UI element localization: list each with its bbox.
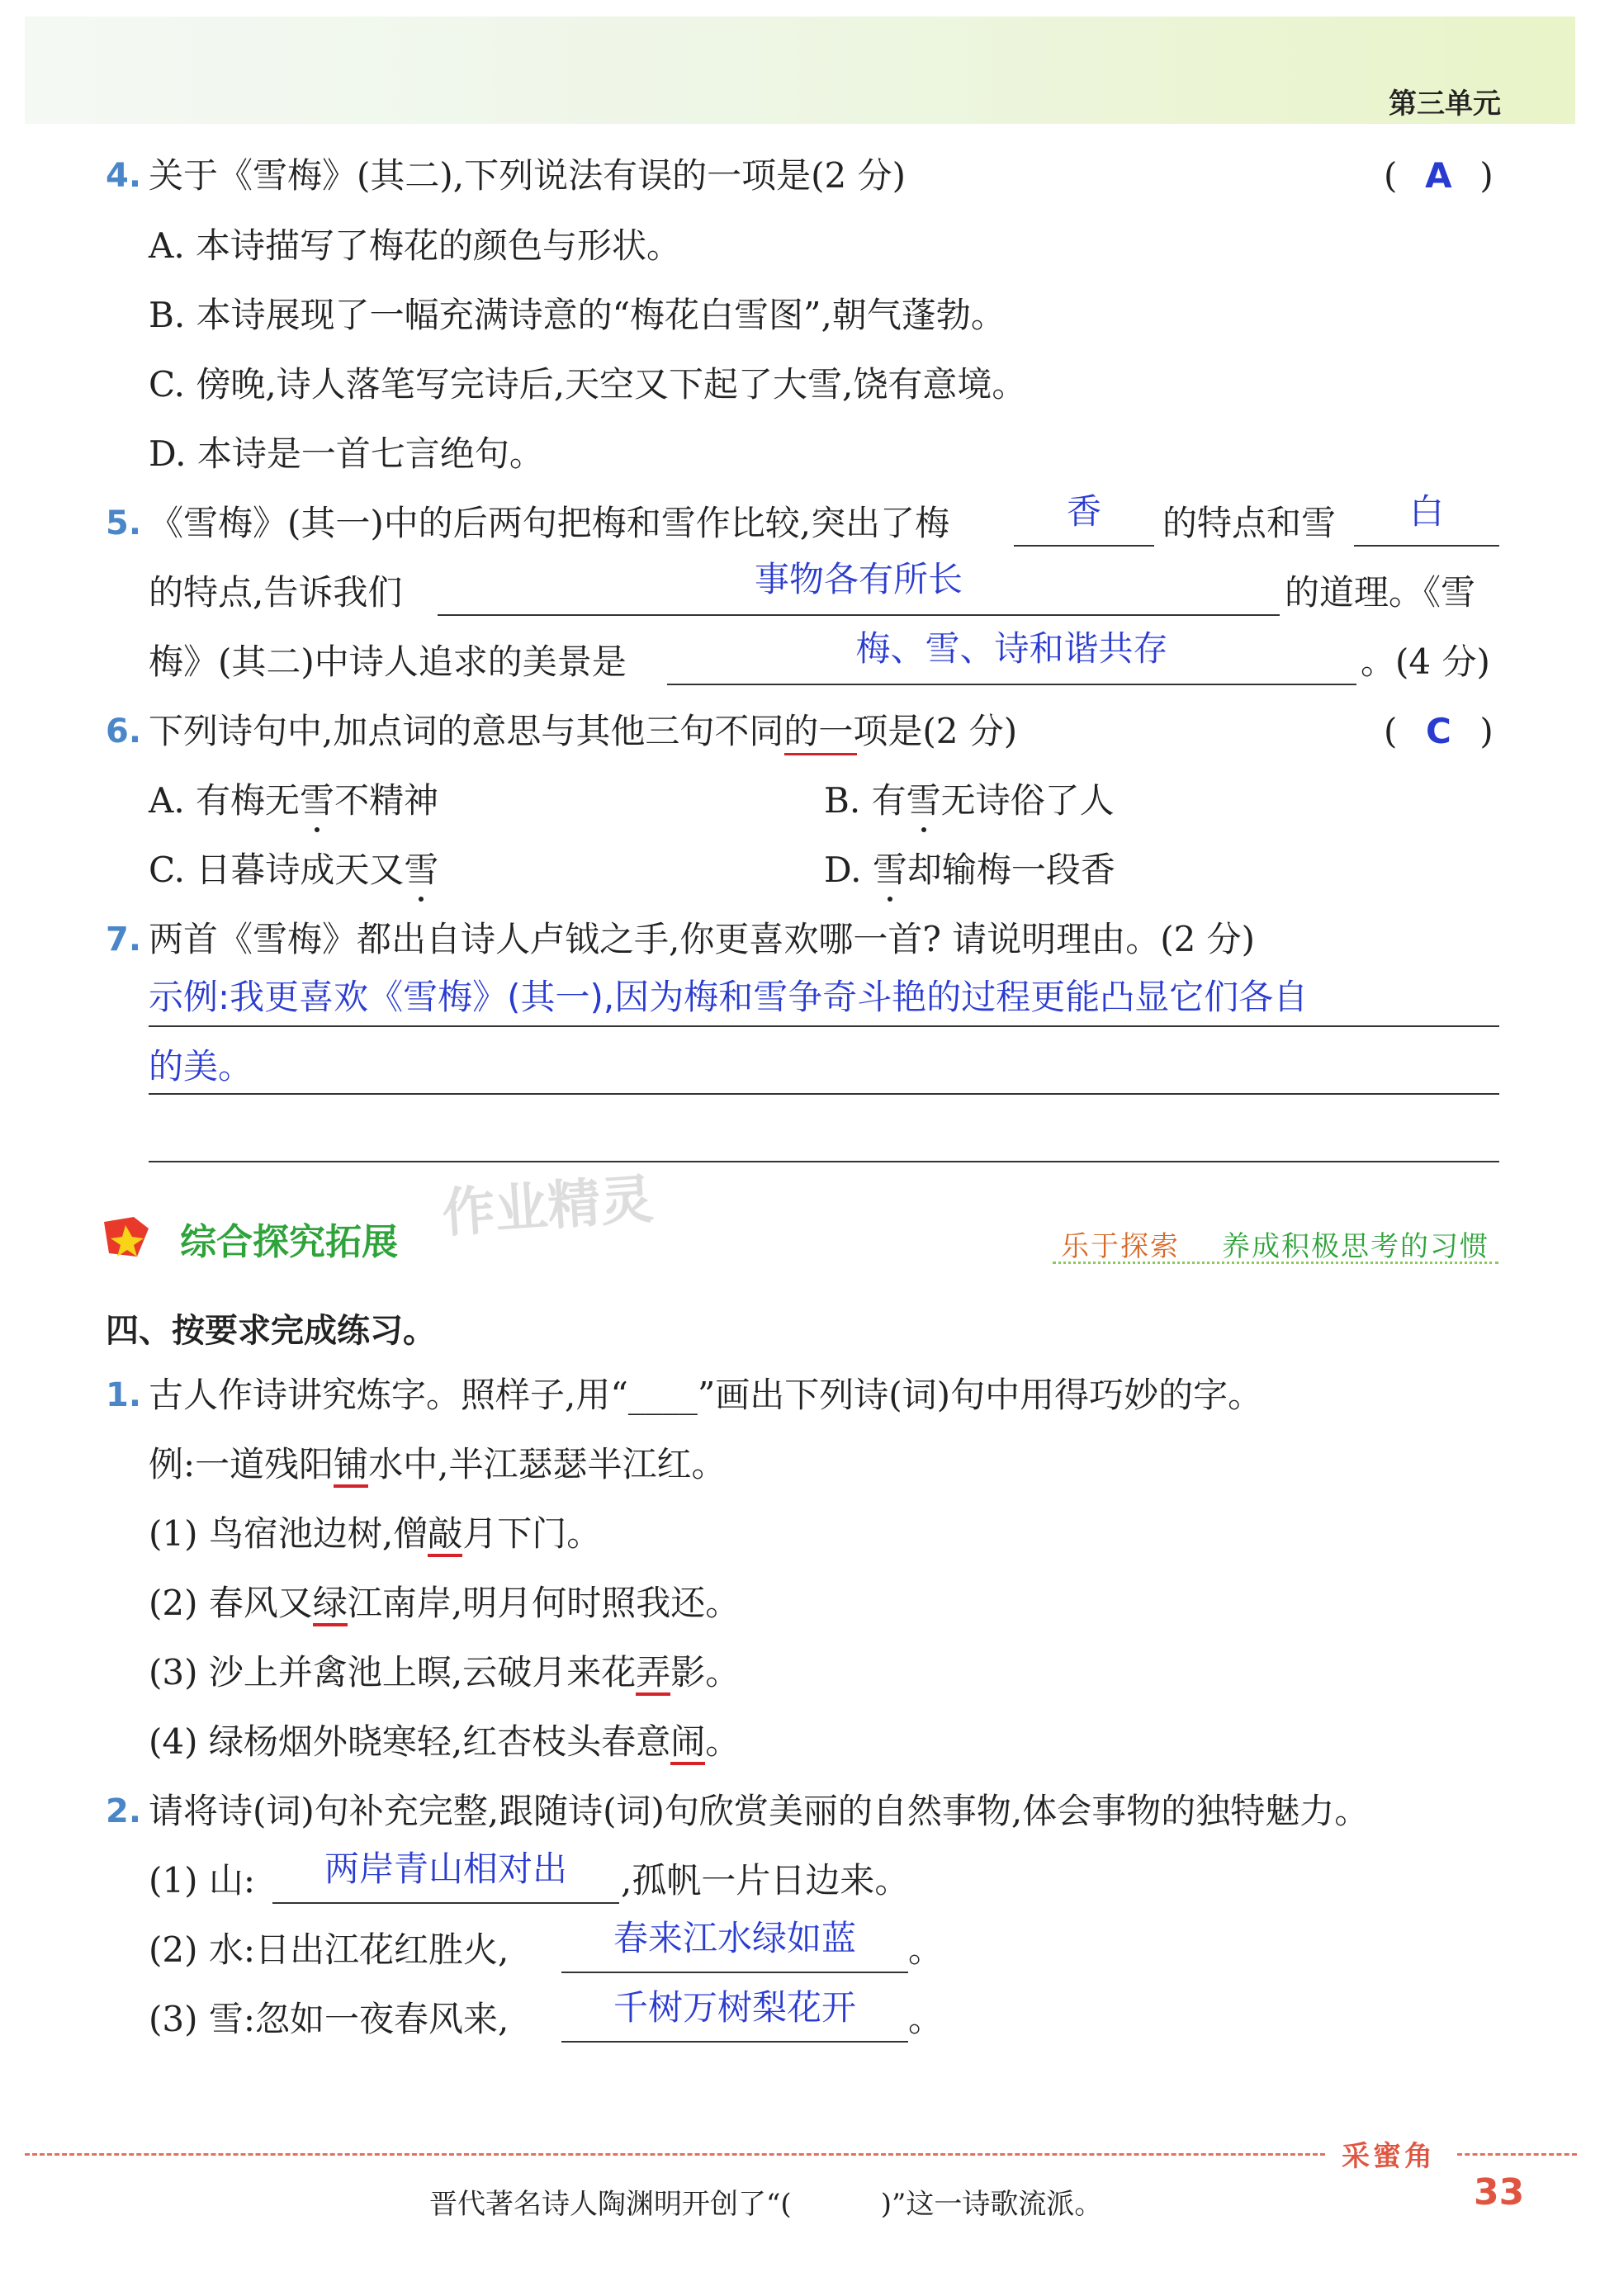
q5-blank1-line: [1014, 545, 1154, 547]
p4-q1-example: 例:一道残阳铺水中,半江瑟瑟半江红。: [149, 1442, 727, 1488]
p4-q1-number: 1.: [106, 1376, 142, 1414]
p4-q1-item-1: (1) 鸟宿池边树,僧敲月下门。: [149, 1511, 601, 1557]
q5-blank3-answer: 事物各有所长: [754, 559, 963, 599]
footer-dash-left: [25, 2153, 1325, 2156]
q5-blank2-line: [1354, 545, 1499, 547]
p4-q2-blank-1: [272, 1902, 619, 1904]
q4-option-a: A. 本诗描写了梅花的颜色与形状。: [149, 225, 682, 266]
p4-q2-text: 请将诗(词)句补充完整,跟随诗(词)句欣赏美丽的自然事物,体会事物的独特魅力。: [149, 1791, 1370, 1831]
p4-q2-answer-3: 千树万树梨花开: [613, 1987, 856, 2028]
section-flag-icon: [101, 1214, 159, 1260]
marked-char: 敲: [428, 1513, 462, 1557]
footer-brand: 采蜜角: [1342, 2140, 1436, 2173]
q6-number: 6.: [106, 712, 142, 750]
p4-q2-answer-2: 春来江水绿如蓝: [613, 1918, 856, 1958]
p4-q1-text: 古人作诗讲究炼字。照样子,用“____”画出下列诗(词)句中用得巧妙的字。: [149, 1375, 1263, 1415]
q6-option-d: D. 雪却输梅一段香: [824, 847, 1115, 893]
q6-text: 下列诗句中,加点词的意思与其他三句不同的一项是(2 分): [149, 711, 1018, 751]
section-motto-2: 养成积极思考的习惯: [1222, 1230, 1489, 1263]
q7-rule-2: [149, 1093, 1499, 1095]
p4-q1-item-4: (4) 绿杨烟外晓寒轻,红杏枝头春意闹。: [149, 1719, 740, 1765]
p4-q1-item-2: (2) 春风又绿江南岸,明月何时照我还。: [149, 1580, 740, 1626]
section-title: 综合探究拓展: [180, 1221, 398, 1263]
q6-option-a: A. 有梅无雪不精神: [149, 778, 438, 824]
p4-q2-item-2-pre: (2) 水:日出江花红胜火,: [149, 1929, 509, 1970]
q7-answer-line1: 示例:我更喜欢《雪梅》(其一),因为梅和雪争奇斗艳的过程更能凸显它们各自: [149, 977, 1309, 1017]
q6-answer: C: [1425, 711, 1451, 751]
q5-line1-b: 的特点和雪: [1162, 503, 1337, 543]
unit-label: 第三单元: [1389, 88, 1501, 121]
q4-answer: A: [1425, 155, 1452, 196]
page-number: 33: [1474, 2171, 1525, 2213]
part4-heading: 四、按要求完成练习。: [106, 1312, 436, 1350]
footer-note: 晋代著名诗人陶渊明开创了“( )”这一诗歌流派。: [429, 2188, 1103, 2221]
q7-number: 7.: [106, 921, 142, 959]
q6-option-c: C. 日暮诗成天又雪: [149, 847, 438, 893]
q5-blank1-answer: 香: [1066, 491, 1101, 532]
marked-char: 闹: [670, 1721, 705, 1765]
q7-rule-1: [149, 1025, 1499, 1027]
section-motto-1: 乐于探索: [1061, 1230, 1180, 1263]
q5-number: 5.: [106, 504, 142, 542]
p4-q2-answer-1: 两岸青山相对出: [324, 1849, 567, 1889]
example-marked-char: 铺: [334, 1444, 368, 1488]
p4-q2-blank-3: [561, 2041, 908, 2043]
q5-blank4-answer: 梅、雪、诗和谐共存: [855, 628, 1168, 669]
p4-q2-item-1-post: ,孤帆一片日边来。: [621, 1860, 910, 1901]
q5-blank2-answer: 白: [1408, 491, 1444, 532]
p4-q2-item-1-pre: (1) 山:: [149, 1860, 255, 1901]
q6-emphasis-underline: [784, 753, 857, 755]
q6-answer-bracket: ( C ): [1384, 708, 1493, 755]
q5-line2-a: 的特点,告诉我们: [149, 572, 403, 613]
p4-q2-item-3-pre: (3) 雪:忽如一夜春风来,: [149, 1999, 509, 2039]
q4-text: 关于《雪梅》(其二),下列说法有误的一项是(2 分): [149, 155, 906, 196]
q5-blank4-line: [667, 684, 1356, 685]
q7-answer-line2: 的美。: [149, 1046, 253, 1086]
p4-q2-blank-2: [561, 1972, 908, 1973]
p4-q2-item-3-post: 。: [908, 1999, 944, 2039]
p4-q2-number: 2.: [106, 1792, 142, 1830]
q4-option-d: D. 本诗是一首七言绝句。: [149, 433, 544, 474]
section-dotted-rule: [1053, 1262, 1498, 1264]
marked-char: 绿: [313, 1583, 348, 1626]
footer-dash-right: [1457, 2153, 1577, 2156]
q7-text: 两首《雪梅》都出自诗人卢钺之手,你更喜欢哪一首? 请说明理由。(2 分): [149, 919, 1256, 959]
watermark: 作业精灵: [440, 1169, 656, 1245]
p4-q1-item-3: (3) 沙上并禽池上暝,云破月来花弄影。: [149, 1650, 740, 1696]
q4-option-c: C. 傍晚,诗人落笔写完诗后,天空又下起了大雪,饶有意境。: [149, 364, 1027, 405]
q5-line3-a: 梅》(其二)中诗人追求的美景是: [149, 641, 627, 682]
q4-option-b: B. 本诗展现了一幅充满诗意的“梅花白雪图”,朝气蓬勃。: [149, 295, 1006, 335]
q6-option-b: B. 有雪无诗俗了人: [824, 778, 1115, 824]
header-band: [25, 17, 1575, 124]
q5-line3-b: 。(4 分): [1361, 641, 1490, 682]
marked-char: 弄: [636, 1652, 670, 1696]
q4-number: 4.: [106, 157, 142, 195]
q7-rule-3: [149, 1161, 1499, 1162]
q5-blank3-line: [438, 614, 1280, 616]
q5-line1-a: 《雪梅》(其一)中的后两句把梅和雪作比较,突出了梅: [149, 503, 950, 543]
p4-q2-item-2-post: 。: [908, 1929, 944, 1970]
q5-line2-b: 的道理。《雪: [1285, 572, 1476, 613]
q4-answer-bracket: ( A ): [1384, 153, 1493, 199]
